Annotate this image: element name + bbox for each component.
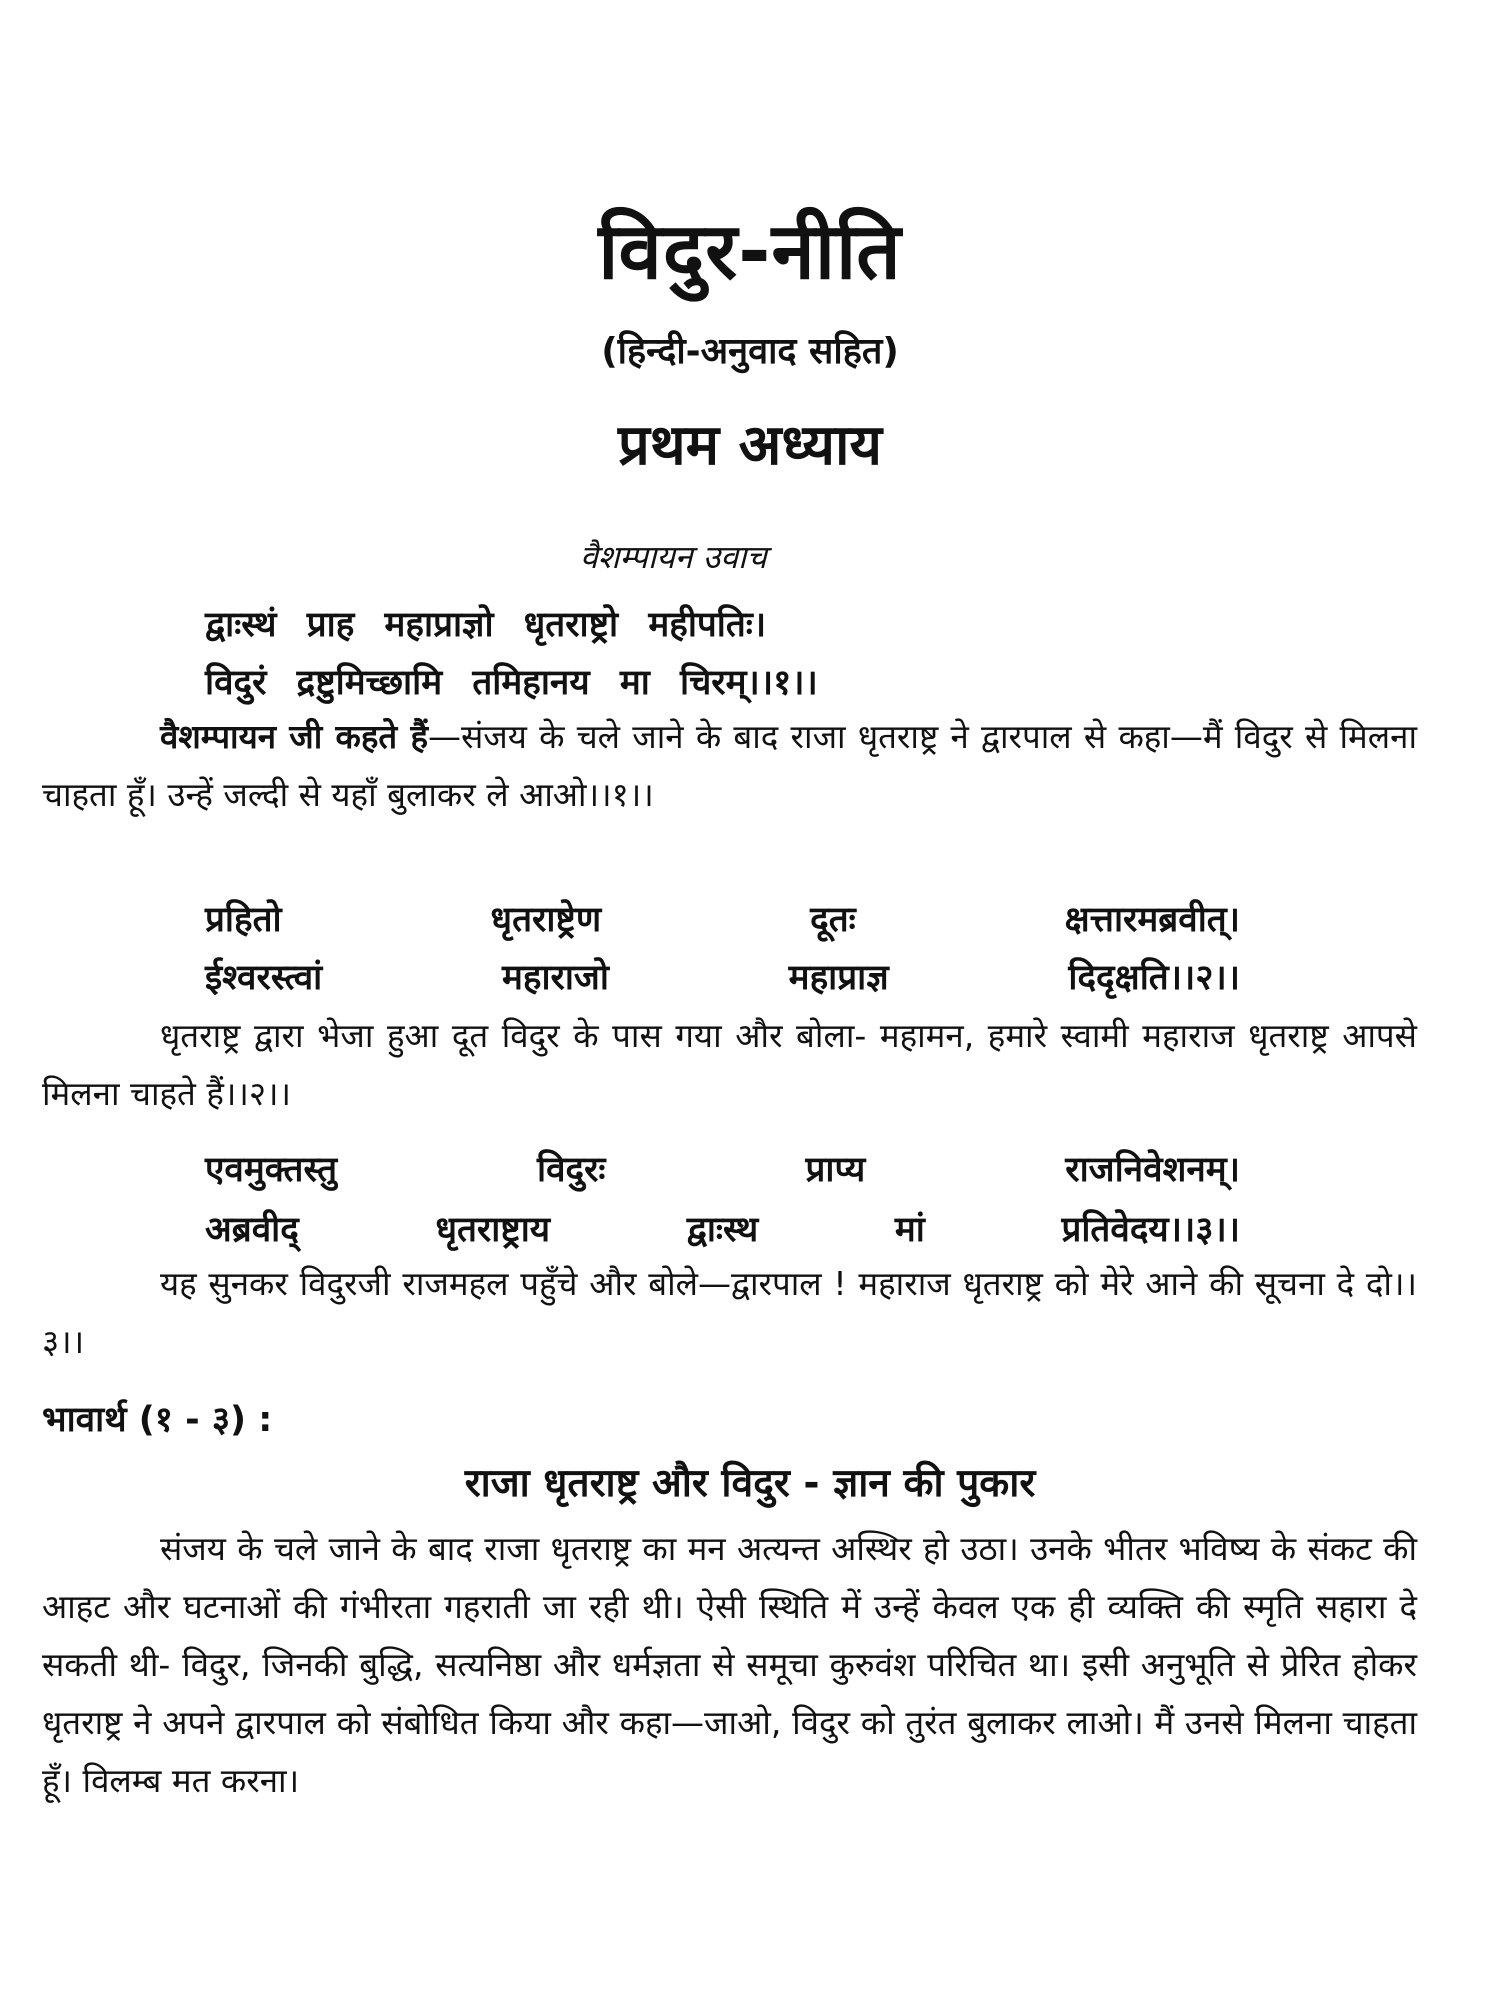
bhavarth-label: भावार्थ (१ - ३) : (42, 1400, 273, 1440)
verse-word: महीपतिः। (648, 605, 767, 645)
verse-3-translation: यह सुनकर विदुरजी राजमहल पहुँचे और बोले—द्वारपाल ! महाराज धृतराष्ट्र को मेरे आने की सूचना दे दो।।३।। (42, 1264, 1417, 1361)
verse-2-line-1 (205, 895, 1240, 942)
verse-word: ईश्वरस्त्वां (205, 958, 323, 998)
verse-word: प्रहितो (205, 900, 282, 940)
verse-word: महाराजो (501, 958, 609, 998)
verse-word: क्षत्तारमब्रवीत्। (1064, 900, 1240, 940)
verse-word: द्वाःस्थं (205, 605, 277, 645)
verse-3-line-1 (205, 1145, 1240, 1192)
chapter-heading: प्रथम अध्याय (618, 413, 882, 478)
verse-word: द्रष्टुमिच्छामि (296, 663, 443, 703)
verse-1-translation (42, 708, 1417, 824)
translation-text: —संजय के चले जाने के बाद राजा धृतराष्ट्र ने द्वारपाल से कहा—मैं विदुर से मिलना चाहता हूँ। उन्हें जल्दी से यहाँ बुलाकर ले आओ।।१।। (42, 717, 1417, 814)
verse-word: दिदृक्षति।।२।। (1068, 958, 1240, 998)
verse-word: राजनिवेशनम्। (1065, 1150, 1240, 1190)
verse-word: धृतराष्ट्रो (523, 605, 619, 645)
verse-word: प्रतिवेदय।।३।। (1061, 1210, 1240, 1250)
verse-2-translation: धृतराष्ट्र द्वारा भेजा हुआ दूत विदुर के पास गया और बोला- महामन, हमारे स्वामी महाराज धृतराष्ट्र आपसे मिलना चाहते हैं।।२।। (42, 1016, 1417, 1113)
verse-word: मा (619, 663, 650, 703)
verse-word: धृतराष्ट्राय (435, 1210, 551, 1250)
verse-3-line-2 (205, 1205, 1240, 1252)
verse-word: प्राह (306, 605, 355, 645)
verse-word: महाप्राज्ञ (788, 958, 889, 998)
section-heading: राजा धृतराष्ट्र और विदुर - ज्ञान की पुकार (464, 1461, 1036, 1506)
verse-1-line-1 (205, 600, 1240, 647)
verse-word: विदुरं (205, 663, 267, 703)
speaker-label: वैशम्पायन उवाच (580, 538, 767, 576)
verse-word: एवमुक्तस्तु (205, 1150, 338, 1190)
verse-word: दूतः (810, 900, 856, 940)
verse-word: प्राप्य (805, 1150, 866, 1190)
verse-2-line-2 (205, 953, 1240, 1000)
section-paragraph: संजय के चले जाने के बाद राजा धृतराष्ट्र का मन अत्यन्त अस्थिर हो उठा। उनके भीतर भविष्य के संकट की आहट और घटनाओं की गंभीरता गहराती जा रही थी। ऐसी स्थिति में उन्हें केवल एक ही व्यक्ति की स्मृति सहारा दे सकती थी- विदुर, जिनकी बुद्धि, सत्यनिष्ठा और धर्मज्ञता से समूचा कुरुवंश परिचित था। इसी अनुभूति से प्रेरित होकर धृतराष्ट्र ने अपने द्वारपाल को संबोधित किया और कहा—जाओ, विदुर को तुरंत बुलाकर लाओ। मैं उनसे मिलना चाहता हूँ। विलम्ब मत करना। (42, 1529, 1417, 1800)
translation-lead: वैशम्पायन जी कहते हैं (160, 717, 428, 756)
verse-word: अब्रवीद् (205, 1210, 299, 1250)
verse-word: द्वाःस्थ (686, 1210, 759, 1250)
page-subtitle: (हिन्दी-अनुवाद सहित) (601, 331, 899, 372)
verse-word: विदुरः (537, 1150, 606, 1190)
verse-word: महाप्राज्ञो (384, 605, 494, 645)
verse-word: धृतराष्ट्रेण (490, 900, 602, 940)
verse-word: तमिहानय (472, 663, 590, 703)
verse-word: मां (894, 1210, 925, 1250)
verse-word: चिरम्।।१।। (680, 663, 818, 703)
verse-1-line-2 (205, 658, 1240, 705)
page-title: विदुर-नीति (598, 207, 902, 297)
